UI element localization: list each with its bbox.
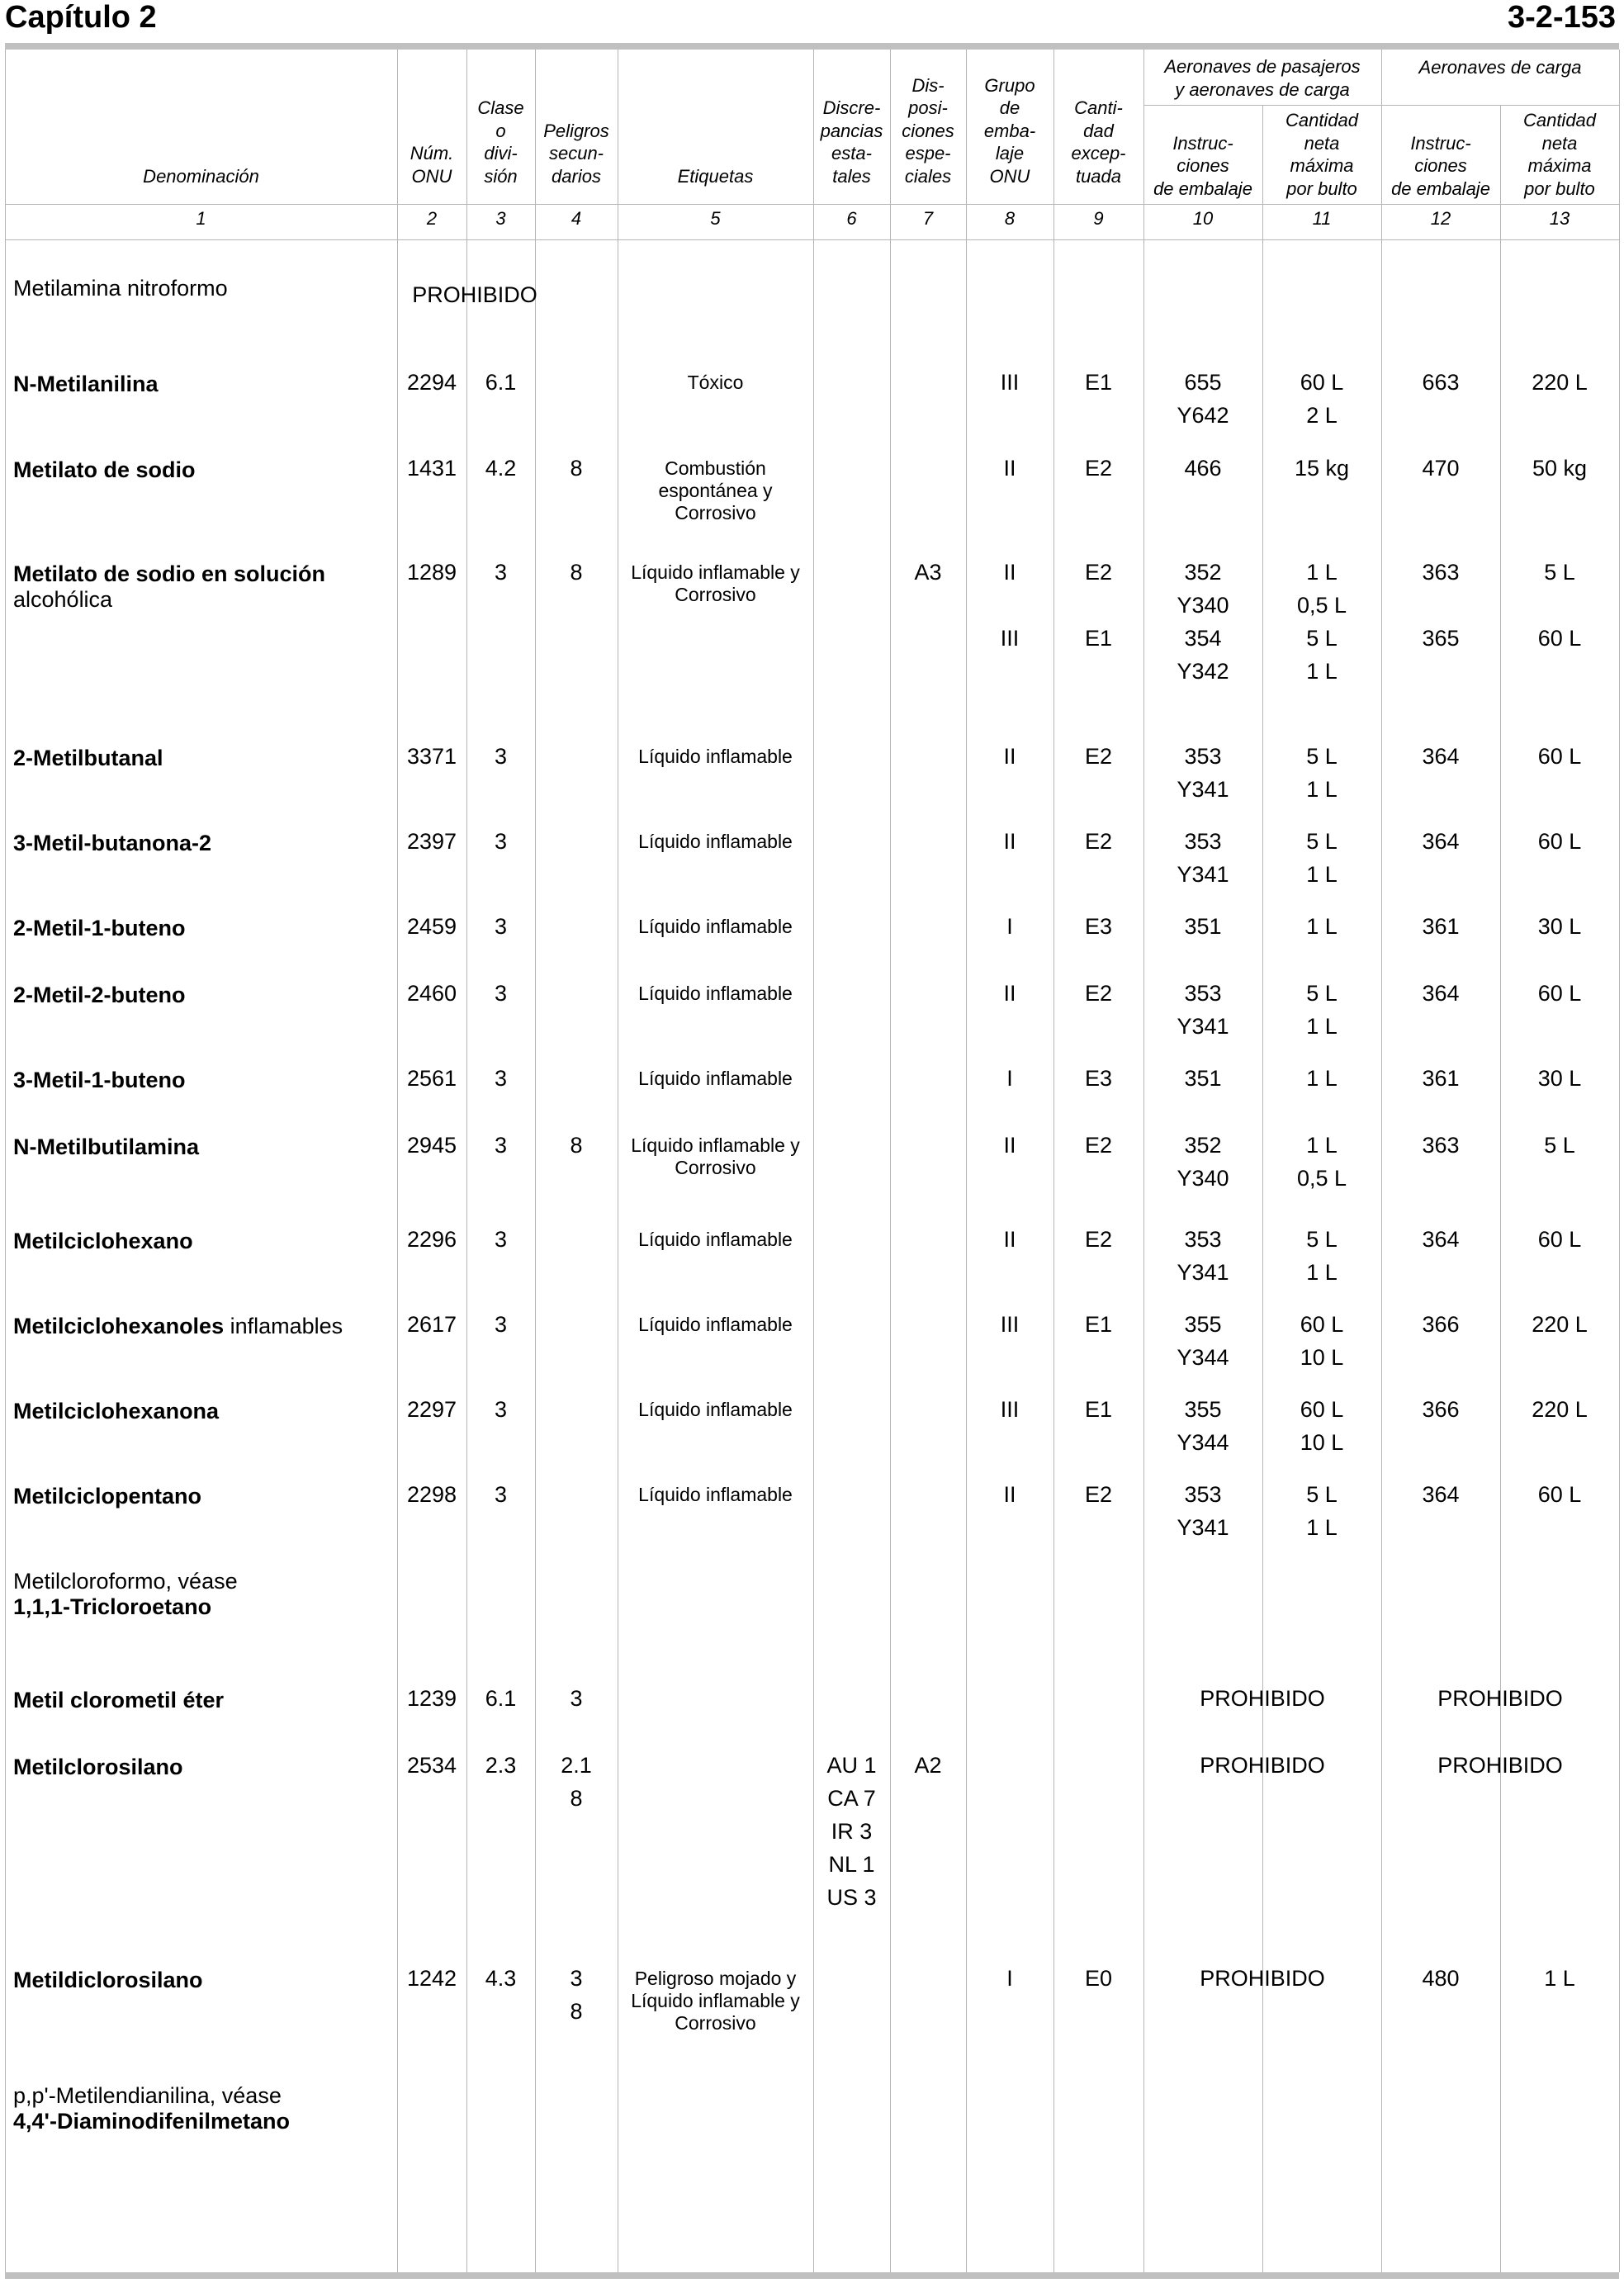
packing-group: I	[1006, 1966, 1013, 1991]
substance-name	[13, 1569, 389, 1620]
name-part: 2-Metil-1-buteno	[13, 916, 186, 940]
pax-max-quantity: 5 L 1 L	[1306, 1227, 1338, 1285]
cargo-packing-instruction: 366	[1422, 1312, 1460, 1337]
name-part: Metilciclohexano	[13, 1229, 193, 1253]
header-group-cargo: Aeronaves de carga	[1418, 56, 1582, 78]
substance-name	[13, 561, 389, 613]
header-num-onu: Núm. ONU	[410, 143, 454, 187]
header-denominacion: Denominación	[143, 165, 259, 187]
class-division: 4.2	[485, 456, 517, 481]
column-number: 3	[495, 208, 506, 229]
substance-name	[13, 916, 389, 941]
cargo-prohibited: PROHIBIDO	[1437, 1753, 1563, 1778]
header-disposiciones: Dis- posi- ciones espe- ciales	[902, 74, 954, 187]
un-number: 2397	[406, 829, 457, 854]
class-division: 6.1	[485, 1686, 517, 1711]
substance-name	[13, 1484, 389, 1509]
name-part: Metil clorometil éter	[13, 1688, 225, 1712]
cargo-max-quantity: 220 L	[1532, 1312, 1588, 1337]
name-part: 3-Metil-1-buteno	[13, 1068, 186, 1092]
cargo-max-quantity: 30 L	[1537, 914, 1582, 939]
packing-group: II	[1003, 981, 1016, 1006]
name-part: N-Metilbutilamina	[13, 1134, 200, 1159]
cargo-packing-instruction: 363 365	[1422, 560, 1460, 651]
column-number: 5	[710, 208, 721, 229]
packing-group: III	[1000, 1397, 1020, 1422]
pax-max-quantity: 1 L	[1306, 1066, 1338, 1091]
pax-packing-instruction: 353 Y341	[1177, 1227, 1229, 1285]
label-text: Líquido inflamable	[638, 1399, 793, 1420]
name-part: 1,1,1-Tricloroetano	[13, 1594, 212, 1619]
name-part: p,p'-Metilendianilina, véase	[13, 2083, 282, 2108]
packing-group: II	[1003, 1482, 1016, 1507]
column-number: 1	[196, 208, 206, 229]
header-clase: Clase o divi- sión	[477, 97, 524, 187]
class-division: 3	[494, 1312, 508, 1337]
packing-group: II	[1003, 744, 1016, 769]
class-division: 3	[494, 981, 508, 1006]
un-number: 1289	[406, 560, 457, 585]
un-number: 2297	[406, 1397, 457, 1422]
pax-max-quantity: 1 L	[1306, 914, 1338, 939]
label-text: Líquido inflamable	[638, 1068, 793, 1089]
cargo-max-quantity: 30 L	[1537, 1066, 1582, 1091]
pax-packing-instruction: 351	[1184, 914, 1222, 939]
cargo-prohibited: PROHIBIDO	[1437, 1686, 1563, 1711]
label-text: Líquido inflamable	[638, 746, 793, 767]
column-number: 7	[922, 208, 934, 229]
packing-group: II III	[1000, 560, 1020, 651]
column-divider	[466, 50, 467, 2272]
column-number: 9	[1093, 208, 1104, 229]
column-divider	[1143, 50, 1144, 2272]
label-text: Líquido inflamable	[638, 1484, 793, 1505]
cargo-packing-instruction: 363	[1422, 1133, 1460, 1158]
class-division: 2.3	[485, 1753, 517, 1778]
page-number: 3-2-153	[1508, 0, 1616, 35]
secondary-hazards: 3 8	[570, 1966, 583, 2024]
pax-prohibited: PROHIBIDO	[1200, 1753, 1325, 1778]
cargo-packing-instruction: 361	[1422, 914, 1460, 939]
column-number: 6	[846, 208, 857, 229]
excepted-quantity: E1	[1084, 370, 1113, 395]
label-text: Líquido inflamable y Corrosivo	[631, 561, 800, 605]
cargo-max-quantity: 60 L	[1537, 1227, 1582, 1252]
cargo-packing-instruction: 364	[1422, 1482, 1460, 1507]
header-pax-instrucciones: Instruc- ciones de embalaje	[1153, 132, 1252, 199]
top-rule	[5, 43, 1619, 50]
column-divider	[890, 50, 891, 2272]
pax-packing-instruction: 351	[1184, 1066, 1222, 1091]
special-provisions: A3	[914, 560, 942, 585]
substance-name	[13, 2083, 389, 2134]
label-text: Líquido inflamable y Corrosivo	[631, 1134, 800, 1178]
cargo-max-quantity: 60 L	[1537, 981, 1582, 1006]
label-text: Combustión espontánea y Corrosivo	[658, 457, 773, 523]
excepted-quantity: E3	[1084, 1066, 1113, 1091]
header-cargo-instrucciones: Instruc- ciones de embalaje	[1391, 132, 1490, 199]
cargo-max-quantity: 50 kg	[1532, 456, 1588, 481]
name-part: Metilato de sodio en solución	[13, 561, 326, 586]
label-text: Líquido inflamable	[638, 983, 793, 1004]
cargo-packing-instruction: 470	[1422, 456, 1460, 481]
group-header-rule	[1143, 105, 1619, 106]
un-number: 2617	[406, 1312, 457, 1337]
pax-prohibited: PROHIBIDO	[1200, 1966, 1325, 1991]
pax-max-quantity: 5 L 1 L	[1306, 829, 1338, 887]
column-divider	[1381, 50, 1382, 2272]
excepted-quantity: E1	[1084, 1397, 1113, 1422]
table-right-edge	[1619, 50, 1620, 2272]
header-cantidad-exceptuada: Canti- dad excep- tuada	[1071, 97, 1126, 187]
cargo-packing-instruction: 364	[1422, 981, 1460, 1006]
un-number: 2459	[406, 914, 457, 939]
excepted-quantity: E2	[1084, 456, 1113, 481]
column-number: 2	[426, 208, 438, 229]
un-number: 1242	[406, 1966, 457, 1991]
cargo-packing-instruction: 364	[1422, 829, 1460, 854]
excepted-quantity: E2	[1084, 1133, 1113, 1158]
name-part: 2-Metilbutanal	[13, 746, 163, 770]
label-text: Líquido inflamable	[638, 1314, 793, 1335]
name-part: Metilciclohexanona	[13, 1399, 220, 1423]
name-part: Metildiclorosilano	[13, 1968, 203, 1992]
un-number: 2534	[406, 1753, 457, 1778]
state-variations: AU 1 CA 7 IR 3 NL 1 US 3	[826, 1753, 877, 1910]
excepted-quantity: E0	[1084, 1966, 1113, 1991]
un-number: 2561	[406, 1066, 457, 1091]
substance-name	[13, 1068, 389, 1093]
pax-max-quantity: 1 L 0,5 L	[1296, 1133, 1347, 1191]
secondary-hazards: 3	[570, 1686, 583, 1711]
substance-name	[13, 983, 389, 1008]
name-part: Metilato de sodio	[13, 457, 196, 482]
cargo-max-quantity: 5 L 60 L	[1537, 560, 1582, 651]
substance-name	[13, 276, 389, 301]
pax-packing-instruction: 353 Y341	[1177, 981, 1229, 1039]
column-number: 11	[1312, 208, 1332, 229]
pax-max-quantity: 5 L 1 L	[1306, 1482, 1338, 1540]
substance-name	[13, 1314, 389, 1339]
chapter-title: Capítulo 2	[5, 0, 157, 35]
column-number: 4	[571, 208, 582, 229]
pax-packing-instruction: 353 Y341	[1177, 829, 1229, 887]
pax-packing-instruction: 352 Y340 354 Y342	[1177, 560, 1229, 684]
header-rule	[5, 204, 1619, 205]
column-number: 8	[1004, 208, 1016, 229]
header-discrepancias: Discre- pancias esta- tales	[820, 97, 883, 187]
column-divider	[966, 50, 967, 2272]
header-etiquetas: Etiquetas	[677, 165, 754, 187]
excepted-quantity: E1	[1084, 1312, 1113, 1337]
bottom-rule	[5, 2272, 1619, 2279]
name-part: N-Metilanilina	[13, 372, 159, 396]
un-number: 2296	[406, 1227, 457, 1252]
name-part: inflamables	[224, 1314, 343, 1338]
pax-max-quantity: 60 L 10 L	[1300, 1397, 1344, 1455]
un-number: 3371	[406, 744, 457, 769]
pax-packing-instruction: 355 Y344	[1177, 1312, 1229, 1370]
substance-name	[13, 1688, 389, 1713]
column-divider	[397, 50, 398, 2272]
class-division: 3	[494, 1133, 508, 1158]
un-number: 2460	[406, 981, 457, 1006]
column-divider	[1500, 105, 1501, 2272]
header-grupo-embalaje: Grupo de emba- laje ONU	[983, 74, 1036, 187]
column-number: 13	[1549, 208, 1570, 229]
excepted-quantity: E2	[1084, 744, 1113, 769]
class-division: 4.3	[485, 1966, 517, 1991]
pax-packing-instruction: 355 Y344	[1177, 1397, 1229, 1455]
pax-max-quantity: 5 L 1 L	[1306, 981, 1338, 1039]
cargo-max-quantity: 220 L	[1532, 370, 1588, 395]
packing-group: I	[1006, 914, 1013, 939]
class-division: 3	[494, 560, 508, 585]
label-text: Líquido inflamable	[638, 916, 793, 937]
cargo-max-quantity: 60 L	[1537, 829, 1582, 854]
un-number: 2298	[406, 1482, 457, 1507]
cargo-packing-instruction: 480	[1422, 1966, 1460, 1991]
header-group-passenger: Aeronaves de pasajeros y aeronaves de carga	[1164, 56, 1361, 100]
secondary-hazards: 8	[570, 560, 583, 585]
name-part: 4,4'-Diaminodifenilmetano	[13, 2109, 290, 2134]
name-part: Metilclorosilano	[13, 1755, 183, 1779]
excepted-quantity: E2	[1084, 1482, 1113, 1507]
packing-group: II	[1003, 829, 1016, 854]
cargo-packing-instruction: 663	[1422, 370, 1460, 395]
pax-packing-instruction: 353 Y341	[1177, 1482, 1229, 1540]
excepted-quantity: E2	[1084, 1227, 1113, 1252]
pax-max-quantity: 1 L 0,5 L 5 L 1 L	[1296, 560, 1347, 684]
prohibited-entry: PROHIBIDO	[412, 282, 537, 307]
substance-name	[13, 1134, 389, 1160]
label-text: Líquido inflamable	[638, 831, 793, 852]
column-divider	[1262, 105, 1263, 2272]
packing-group: II	[1003, 456, 1016, 481]
cargo-max-quantity: 1 L	[1544, 1966, 1575, 1991]
column-divider	[813, 50, 814, 2272]
excepted-quantity: E2	[1084, 981, 1113, 1006]
pax-max-quantity: 15 kg	[1294, 456, 1350, 481]
cargo-max-quantity: 5 L	[1544, 1133, 1575, 1158]
pax-max-quantity: 60 L 10 L	[1300, 1312, 1344, 1370]
packing-group: I	[1006, 1066, 1013, 1091]
cargo-packing-instruction: 366	[1422, 1397, 1460, 1422]
excepted-quantity: E2 E1	[1084, 560, 1113, 651]
cargo-packing-instruction: 364	[1422, 744, 1460, 769]
number-row-rule	[5, 239, 1619, 240]
substance-name	[13, 457, 389, 483]
class-division: 6.1	[485, 370, 517, 395]
class-division: 3	[494, 914, 508, 939]
cargo-max-quantity: 60 L	[1537, 744, 1582, 769]
header-pax-cantidad: Cantidad neta máxima por bulto	[1285, 110, 1359, 199]
pax-packing-instruction: 466	[1184, 456, 1222, 481]
packing-group: II	[1003, 1227, 1016, 1252]
special-provisions: A2	[914, 1753, 942, 1778]
packing-group: II	[1003, 1133, 1016, 1158]
pax-packing-instruction: 353 Y341	[1177, 744, 1229, 802]
cargo-max-quantity: 220 L	[1532, 1397, 1588, 1422]
column-divider	[535, 50, 536, 2272]
un-number: 2294	[406, 370, 457, 395]
column-number: 12	[1430, 208, 1451, 229]
un-number: 2945	[406, 1133, 457, 1158]
substance-name	[13, 831, 389, 856]
label-text: Líquido inflamable	[638, 1229, 793, 1250]
pax-packing-instruction: 655 Y642	[1177, 370, 1229, 428]
substance-name	[13, 1399, 389, 1424]
class-division: 3	[494, 829, 508, 854]
substance-name	[13, 372, 389, 397]
pax-max-quantity: 5 L 1 L	[1306, 744, 1338, 802]
pax-max-quantity: 60 L 2 L	[1300, 370, 1344, 428]
un-number: 1239	[406, 1686, 457, 1711]
class-division: 3	[494, 1482, 508, 1507]
name-part: Metilciclopentano	[13, 1484, 202, 1509]
secondary-hazards: 8	[570, 1133, 583, 1158]
substance-name	[13, 746, 389, 771]
column-number: 10	[1192, 208, 1214, 229]
name-part: Metilcloroformo, véase	[13, 1569, 238, 1594]
cargo-packing-instruction: 364	[1422, 1227, 1460, 1252]
cargo-max-quantity: 60 L	[1537, 1482, 1582, 1507]
header-peligros-secundarios: Peligros secun- darios	[543, 120, 609, 187]
packing-group: III	[1000, 370, 1020, 395]
secondary-hazards: 8	[570, 456, 583, 481]
name-part: alcohólica	[13, 587, 113, 612]
substance-name	[13, 1229, 389, 1254]
name-part: 2-Metil-2-buteno	[13, 983, 186, 1007]
class-division: 3	[494, 744, 508, 769]
un-number: 1431	[406, 456, 457, 481]
class-division: 3	[494, 1227, 508, 1252]
excepted-quantity: E2	[1084, 829, 1113, 854]
class-division: 3	[494, 1397, 508, 1422]
table-left-edge	[5, 50, 6, 2272]
packing-group: III	[1000, 1312, 1020, 1337]
label-text: Tóxico	[687, 372, 744, 393]
name-part: 3-Metil-butanona-2	[13, 831, 211, 855]
column-divider	[1053, 50, 1054, 2272]
pax-prohibited: PROHIBIDO	[1200, 1686, 1325, 1711]
pax-packing-instruction: 352 Y340	[1177, 1133, 1229, 1191]
class-division: 3	[494, 1066, 508, 1091]
cargo-packing-instruction: 361	[1422, 1066, 1460, 1091]
name-part: Metilciclohexanoles	[13, 1314, 225, 1338]
secondary-hazards: 2.1 8	[561, 1753, 592, 1811]
name-part: Metilamina nitroformo	[13, 276, 228, 301]
substance-name	[13, 1968, 389, 1993]
header-cargo-cantidad: Cantidad neta máxima por bulto	[1522, 110, 1597, 199]
label-text: Peligroso mojado y Líquido inflamable y Corrosivo	[631, 1968, 800, 2034]
substance-name	[13, 1755, 389, 1780]
excepted-quantity: E3	[1084, 914, 1113, 939]
